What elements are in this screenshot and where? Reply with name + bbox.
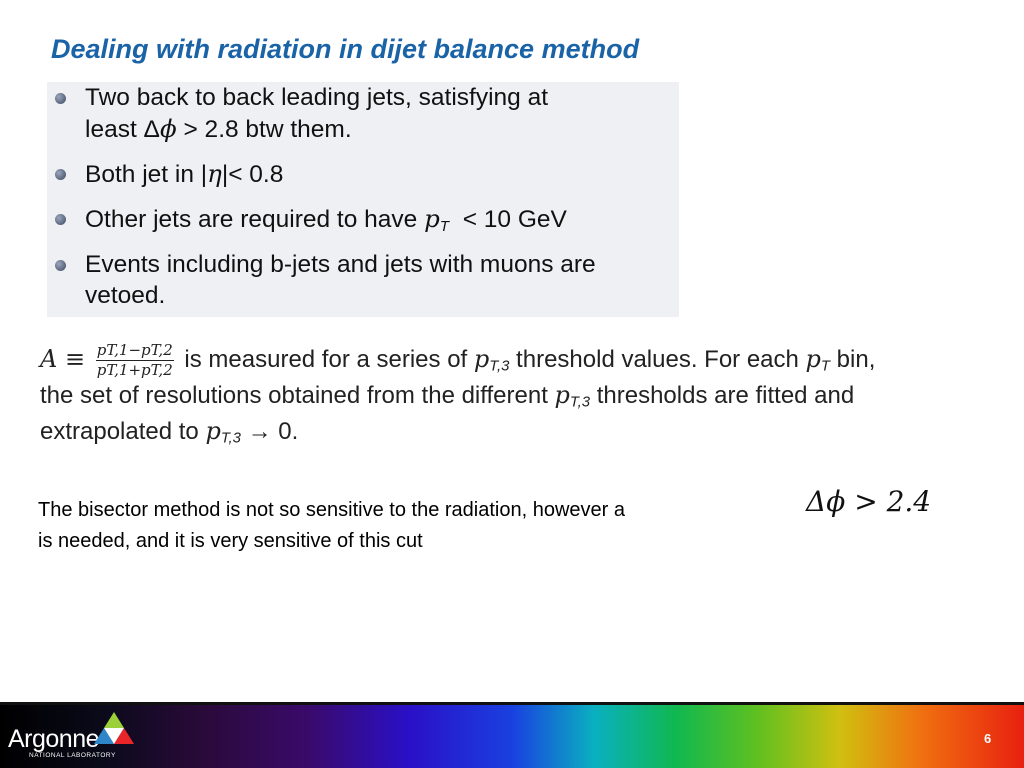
page-number: 6 bbox=[984, 731, 992, 746]
footer-divider bbox=[0, 702, 1024, 705]
bullet-text: Other jets are required to have $p_T < 10$ GeV bbox=[85, 204, 567, 235]
bullet-dot-icon bbox=[55, 214, 66, 225]
slide-title: Dealing with radiation in dijet balance method bbox=[51, 34, 640, 64]
note-line-1: The bisector method is not so sensitive to the radiation, however a bbox=[38, 499, 625, 521]
bullet-list bbox=[47, 82, 679, 317]
argonne-logo-subtitle: NATIONAL LABORATORY bbox=[29, 752, 116, 759]
math-symbol: η bbox=[207, 159, 222, 188]
math-symbol: ϕ bbox=[159, 114, 177, 143]
cut-formula: Δϕ > 2.4 bbox=[806, 485, 932, 518]
asymmetry-paragraph: A ≡ $\frac{pT,1-pT,2}{pT,1+pT,2}$ is measured for a series of $p_{T,3}$ threshold values. For each $p_T$ bin, the set of resolutions obtained from the different $p_{T,3}$ thresholds are fitted and extrapolated to $p_{T,3} \to 0$. bbox=[40, 341, 876, 447]
footer-rainbow-bar bbox=[0, 702, 1024, 768]
bullet-text: Events including b-jets and jets with muons are vetoed. bbox=[85, 251, 596, 309]
bisector-note bbox=[38, 495, 625, 557]
math-symbol: p bbox=[424, 204, 440, 233]
argonne-triangle-icon bbox=[94, 711, 134, 745]
bullet-dot-icon bbox=[55, 169, 66, 180]
bullet-dot-icon bbox=[55, 260, 66, 271]
note-line-2: is needed, and it is very sensitive of this cut bbox=[38, 530, 423, 552]
bullet-text: Both jet in |η|< 0.8 bbox=[85, 159, 284, 188]
bullet-text: Two back to back leading jets, satisfying at least Δϕ > 2.8 btw them. bbox=[85, 84, 549, 143]
asymmetry-fraction: $\frac{pT,1-pT,2}{pT,1+pT,2}$ bbox=[96, 341, 173, 380]
argonne-logo: Argonne bbox=[8, 725, 100, 753]
bullet-dot-icon bbox=[55, 93, 66, 104]
